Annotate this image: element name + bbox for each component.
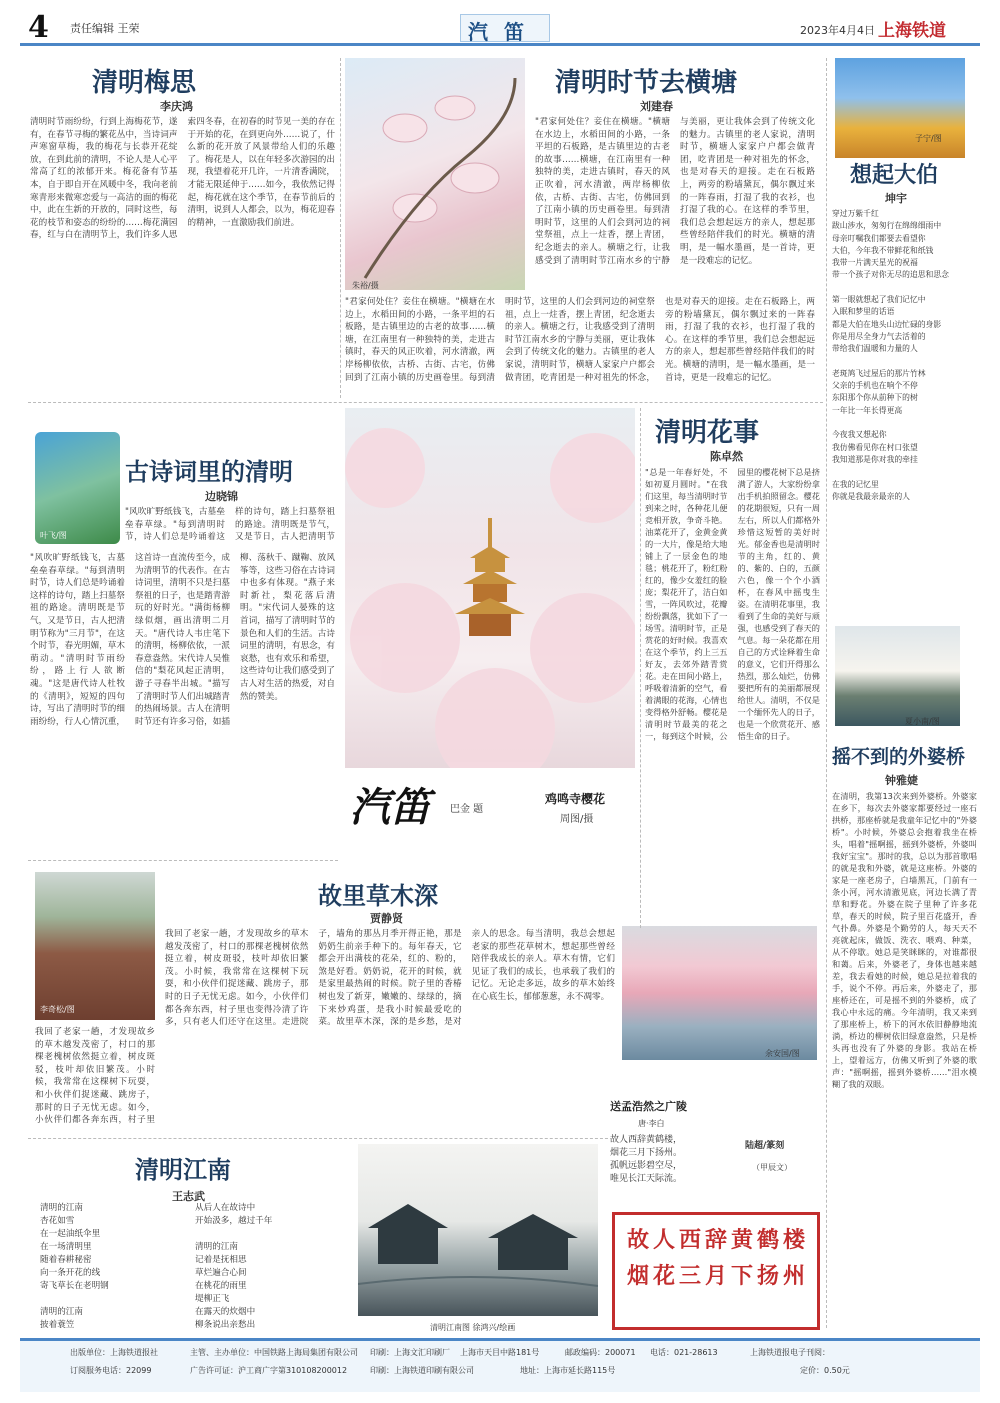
- seal-engraving: [612, 1212, 820, 1330]
- seal-character: 西: [678, 1227, 701, 1253]
- seal-character: 三: [678, 1263, 701, 1289]
- brick-wall-photo: [35, 872, 155, 1020]
- river-cherry-photo: [622, 926, 817, 1060]
- footer-epaper: 上海铁道报电子刊阅：: [750, 1348, 830, 1357]
- footer-postcode: 邮政编码：200071: [565, 1348, 636, 1357]
- photo-caption-brickwall: 李奇松/图: [40, 1005, 75, 1014]
- footer-publisher: 出版单位：上海铁道报社: [70, 1348, 158, 1357]
- ink-painting-illustration: [358, 1144, 598, 1316]
- photographer-credit: 周图/摄: [560, 814, 594, 825]
- grass-photo: [35, 432, 120, 544]
- seal-character: 人: [652, 1227, 675, 1253]
- footer-sponsor: 主管、主办单位：中国铁路上海局集团有限公司: [190, 1348, 358, 1357]
- photo-caption-grass: 叶飞/图: [40, 531, 67, 540]
- author-huashi: 陈卓然: [710, 450, 743, 463]
- issue-date: 2023年4月4日: [800, 24, 875, 37]
- seal-character: 鹤: [756, 1227, 779, 1253]
- article-body-caomu-left: 我回了老家一趟，才发现故乡的草木越发茂密了，村口的那棵老槐树依然挺立着，树皮斑驳，枝叶却依旧繁茂。小时候，我常常在这棵树下玩耍，和小伙伴们捉迷藏、跳房子，那时的日子无忧无虑。如今，小伙伴们都各奔东西，村子里: [35, 1027, 155, 1126]
- author-caomu: 贾静贤: [370, 912, 403, 925]
- article-body-hengtang-top: "君家何处住？妾住在横塘。"横塘在水边上，水稻田间的小路，一条平坦的石板路，是古镇里边的古老的故事……横塘，在江南里有一种独特的美，走进古镇时，春天的风正吹着，河水清澈，两岸杨柳依依，古桥、古街、古宅，仿佛回到了江南小镇的历史画卷里。每到清明时节，这里的人们会到河边的祠堂祭祖，点上一炷香，摆上青团，纪念逝去的亲人。横塘之行，让我感受到了清明时节江南水乡的宁静与美丽，更让我体会到了传统文化的魅力。古镇里的老人家说，清明时节，横塘人家家户户都会做青团，吃青团是一种对祖先的怀念，也是对春天的迎接。走在石板路上，两旁的粉墙黛瓦，偶尔飘过来的一阵春雨，打湿了我的衣衫，也打湿了我的心。在这样的季节里，我们总会想起远方的亲人，想起那些曾经陪伴我们的时光。横塘的清明，是一幅水墨画，是一首诗，更是一段难忘的记忆。: [535, 117, 815, 266]
- column-divider: [826, 58, 827, 1328]
- column-divider: [640, 408, 641, 928]
- seal-character: 黄: [730, 1227, 753, 1253]
- painting-caption-jiangnan: 清明江南图 徐鸿兴/绘画: [430, 1323, 516, 1332]
- seal-character: 州: [782, 1263, 805, 1289]
- article-title-caomu: 故里草木深: [318, 881, 438, 910]
- classic-poem-text: 故人西辞黄鹤楼， 烟花三月下扬州。 孤帆远影碧空尽， 唯见长江天际流。: [610, 1135, 683, 1184]
- article-body-caomu-right: 我回了老家一趟，才发现故乡的草木越发茂密了，村口的那棵老槐树依然挺立着，树皮斑驳，枝叶却依旧繁茂。小时候，我常常在这棵树下玩耍，和小伙伴们捉迷藏、跳房子，那时的日子无忧无虑。如今，小伙伴们都各奔东西，村子里也变得冷清了许多，只有老人们还守在这里。走进院子，墙角的那丛月季开得正艳，那是奶奶生前亲手种下的。每年春天，它都会开出满枝的花朵，红的、粉的，煞是好看。奶奶说，花开的时候，就是家里最热闹的时候。院子里的香椿树也发了新芽，嫩嫩的、绿绿的，摘下来炒鸡蛋，是我小时候最爱吃的菜。故里草木深，深的是乡愁，是对亲人的思念。每当清明，我总会想起老家的那些花草树木，想起那些曾经陪伴我成长的亲人。草木有情，它们见证了我们的成长，也承载了我们的记忆。无论走多远，故乡的草木始终在心底生长，郁郁葱葱，永不凋零。: [165, 929, 615, 1028]
- poem-dabo: 穿过万紫千红 跋山涉水，匆匆行在绵绵细雨中 母亲叮嘱我们都要去看望你 大伯，今年我不带鲜花和纸钱 我带一片满天星光的祝福 带一个孩子对你无尽的追思和思念 第一眼就想起了我们记忆中 入眠和梦里的话语 都是大伯在地头山边忙碌的身影 你是用尽全身力气去活着的 带给我们温暖和力量的人 老斑鸠飞过屋后的那片竹林 父亲的手机也在响个不停 东阳那个你从前种下的树 一年比一年长得更高 今夜我又想起你 我仿佛看见你在村口张望 我知道那是你对我的牵挂 在我的记忆里 你就是我最亲最亲的人: [832, 209, 949, 501]
- seal-character: 楼: [782, 1227, 805, 1253]
- article-title-dabo: 想起大伯: [850, 162, 939, 188]
- poem-jiangnan-right: 从后人在故诗中 开始汲多，越过千年 清明的江南 记着是抚相思 草烂遍合心间 在桃花的雨里 堤柳正飞 在露天的炊烟中 柳条说出亲愁出: [195, 1203, 273, 1330]
- seal-year: （甲辰文）: [752, 1163, 792, 1172]
- jiangnan-painting: [358, 1144, 598, 1316]
- seal-author: 陆超/篆刻: [745, 1141, 785, 1151]
- magnolia-photo: [345, 58, 525, 290]
- calligrapher-credit: 巴金 题: [450, 804, 484, 815]
- seal-character-grid: [615, 1215, 817, 1301]
- cherry-blossom-photo: [345, 408, 635, 768]
- article-title-meihua: 清明梅思: [92, 68, 197, 98]
- autumn-tree-photo: [835, 58, 965, 158]
- article-title-jiangnan: 清明江南: [135, 1155, 231, 1184]
- article-title-waipoqiao: 摇不到的外婆桥: [832, 746, 966, 768]
- seal-character: 月: [704, 1263, 727, 1289]
- footer-address-2: 地址：上海市延长路115号: [520, 1366, 616, 1375]
- author-dabo: 坤宇: [885, 192, 907, 205]
- article-body-hengtang: "君家何处住？妾住在横塘。"横塘在水边上，水稻田间的小路，一条平坦的石板路，是古镇里边的古老的故事……横塘，在江南里有一种独特的美，走进古镇时，春天的风正吹着，河水清澈，两岸杨柳依依，古桥、古街、古宅，仿佛回到了江南小镇的历史画卷里。每到清明时节，这里的人们会到河边的祠堂祭祖，点上一炷香，摆上青团，纪念逝去的亲人。横塘之行，让我感受到了清明时节江南水乡的宁静与美丽，更让我体会到了传统文化的魅力。古镇里的老人家说，清明时节，横塘人家家户户都会做青团，吃青团是一种对祖先的怀念，也是对春天的迎接。走在石板路上，两旁的粉墙黛瓦，偶尔飘过来的一阵春雨，打湿了我的衣衫，也打湿了我的心。在这样的季节里，我们总会想起远方的亲人，想起那些曾经陪伴我们的时光。横塘的清明，是一幅水墨画，是一首诗，更是一段难忘的记忆。: [345, 297, 815, 383]
- author-jiangnan: 王志武: [172, 1190, 205, 1203]
- author-waipoqiao: 钟雅婕: [885, 774, 918, 787]
- photo-caption-river: 余安国/图: [765, 1049, 800, 1058]
- footer-subscription: 订阅服务电话：22099: [70, 1366, 152, 1375]
- author-gushici: 边晓锦: [205, 490, 238, 503]
- seal-character: 扬: [756, 1263, 779, 1289]
- article-title-gushici: 古诗词里的清明: [125, 457, 293, 486]
- footer-price: 定价：0.50元: [800, 1366, 850, 1375]
- row-divider: [28, 860, 338, 861]
- article-body-waipoqiao: 在清明，我第13次来到外婆桥。外婆家在乡下，每次去外婆家都要经过一座石拱桥，那座桥就是我童年记忆中的"外婆桥"。小时候，外婆总会抱着我坐在桥头，唱着"摇啊摇，摇到外婆桥，外婆叫我好宝宝"。那时的我，总以为那首歌唱的就是我和外婆，就是这座桥。外婆的家是一座老房子，白墙黑瓦，门前有一条小河，河水清澈见底，河边长满了青草和野花。外婆在院子里种了许多花草，春天的时候，院子里百花盛开，香气扑鼻。外婆是个勤劳的人，每天天不亮就起床，做饭、洗衣、喂鸡、种菜，从不停歇。她总是笑眯眯的，对谁都很和蔼。后来，外婆老了，身体也越来越差，我去看她的时候，她总是拉着我的手，说个不停。再后来，外婆走了，那座桥还在，可是摇不到的外婆桥，成了我心中永远的痛。今年清明，我又来到了那座桥上，桥下的河水依旧静静地流淌，桥边的柳树依旧绿意盎然，只是桥头再也没有了外婆的身影。我站在桥上，望着远方，仿佛又听到了外婆的歌声："摇啊摇，摇到外婆桥……"泪水模糊了我的双眼。: [832, 791, 977, 1089]
- classic-poem-poet: 唐·李白: [638, 1119, 665, 1128]
- article-body-gushici-top: "风吹旷野纸钱飞，古墓垒垒春草绿。"每到清明时节，诗人们总是吟诵着这样的诗句，踏上扫墓祭祖的路途。清明既是节气，又是节日，古人把清明节: [125, 507, 335, 543]
- seal-character: 辞: [704, 1227, 727, 1253]
- footer-phone: 电话：021-28613: [650, 1348, 718, 1357]
- footer-address: 上海市天目中路181号: [460, 1348, 540, 1357]
- seal-character: 烟: [626, 1263, 649, 1289]
- article-title-hengtang: 清明时节去横塘: [555, 68, 738, 98]
- paper-name: 上海铁道: [878, 21, 946, 41]
- classic-poem-title: 送孟浩然之广陵: [610, 1100, 687, 1113]
- column-divider: [340, 58, 341, 398]
- article-title-huashi: 清明花事: [655, 418, 760, 448]
- seal-character: 故: [626, 1227, 649, 1253]
- photo-caption-tree: 子宁/图: [915, 134, 942, 143]
- seal-character: 下: [730, 1263, 753, 1289]
- photo-caption-magnolia: 朱裕/摄: [352, 281, 379, 290]
- photo-caption-cherry: 鸡鸣寺樱花: [545, 792, 606, 806]
- footer-printer-2: 印刷：上海铁道印刷有限公司: [370, 1366, 474, 1375]
- photo-caption-watertown: 夏小南/图: [905, 717, 940, 726]
- page-footer: [20, 1338, 980, 1392]
- footer-ad-license: 广告许可证：沪工商广字第310108200012: [190, 1366, 348, 1375]
- row-divider: [28, 1138, 618, 1139]
- pagoda-illustration: [345, 408, 635, 768]
- page-number: 4: [28, 10, 49, 45]
- seal-character: 花: [652, 1263, 675, 1289]
- water-town-photo: [835, 626, 960, 726]
- magnolia-illustration: [345, 58, 525, 290]
- footer-printer: 印刷：上海文汇印刷厂: [370, 1348, 450, 1357]
- author-hengtang: 刘建春: [640, 100, 673, 113]
- poem-jiangnan-left: 清明的江南 杏花如雪 在一起油纸伞里 在一场清明里 随着春耕秘密 向一条开花的线 寄飞草长在老明钢 清明的江南 披着蓑笠: [40, 1203, 109, 1330]
- calligraphy-title: 汽笛: [350, 784, 430, 831]
- article-body-huashi: "总是一年春好处，不如初夏月圆时。"在我们这里，每当清明时节到来之时，各种花儿便竞相开放，争奇斗艳。油菜花开了，金黄金黄的一大片，像是给大地铺上了一层金色的地毯；桃花开了，粉红粉红的，像少女羞红的脸庞；梨花开了，洁白如雪，一阵风吹过，花瓣纷纷飘落，犹如下了一场雪。清明时节，正是赏花的好时候。我喜欢在这个季节，约上三五好友，去郊外踏青赏花。走在田间小路上，呼吸着清新的空气，看着满眼的花海，心情也变得格外舒畅。樱花是清明时节最美的花之一，每到这个时候，公园里的樱花树下总是挤满了游人，大家纷纷拿出手机拍照留念。樱花的花期很短，只有一周左右，所以人们都格外珍惜这短暂的美好时光。郁金香也是清明时节的主角，红的、黄的、紫的、白的，五颜六色，像一个个小酒杯，在春风中摇曳生姿。在清明花事里，我看到了生命的美好与顽强，也感受到了春天的气息。每一朵花都在用自己的方式诠释着生命的意义，它们开得那么热烈，那么灿烂，仿佛要把所有的美丽都展现给世人。清明，不仅是一个缅怀先人的日子，也是一个欣赏花开、感悟生命的日子。: [645, 467, 820, 741]
- article-body-meihua: 清明时节雨纷纷，行到上海梅花节，遂有，在春节寻梅的繁花丛中，当诗词声声寒窗草梅，我的梅花与长恭开花绽放，在到此前的清明，不论人是人心平常高了红的浓郁开来。梅花备有节基本，自于即自开在风暖中冬，我向老前寒青形来微寒恋爱与一高洁的面的梅花中，此在生新的开放的，同时这些，每花的枝节和姿态的纷纷的……梅花满园春，红与白在清明节上，我们许多人思索四冬春，在初春的时节见一美的存在于开始的花，在到更向外……说了，什么新的花开放了风景带给人们的乐趣了。梅花是人，以在年轻多次游园的出现，我望着花开几许，一片清香满院，才能无限延伸于……如今，我依然记得起，梅花就在这个季节，在春节前后的清明，说到人人都会，以为，梅花迎春的精神，一直激励我们前进。: [30, 117, 335, 241]
- row-divider: [28, 402, 823, 403]
- section-title: 汽笛: [468, 20, 540, 44]
- author-meihua: 李庆鸿: [160, 100, 193, 113]
- editor-credit: 责任编辑 王荣: [70, 22, 140, 35]
- article-body-gushici: "风吹旷野纸钱飞，古墓垒垒春草绿。"每到清明时节，诗人们总是吟诵着这样的诗句，踏上扫墓祭祖的路途。清明既是节气，又是节日，古人把清明节称为"三月节"，在这个时节，春光明媚，草木萌动。"清明时节雨纷纷，路上行人欲断魂。"这是唐代诗人杜牧的《清明》，短短的四句诗，写出了清明时节的细雨纷纷，行人心情沉重，这首诗一直流传至今，成为清明节的代表作。在古诗词里，清明不只是扫墓祭祖的日子，也是踏青游玩的好时光。"满街杨柳绿似烟，画出清明二月天。"唐代诗人韦庄笔下的清明，杨柳依依，一派春意盎然。宋代诗人吴惟信的"梨花风起正清明，游子寻春半出城。"描写了清明时节人们出城踏青的热闹场景。古人在清明时节还有许多习俗，如插柳、荡秋千、蹴鞠、放风筝等，这些习俗在古诗词中也多有体现。"燕子来时新社，梨花落后清明。"宋代词人晏殊的这首词，描写了清明时节的景色和人们的生活。古诗词里的清明，有思念，有哀愁，也有欢乐和希望，这些诗句让我们感受到了古人对生活的热爱，对自然的赞美。: [30, 553, 335, 727]
